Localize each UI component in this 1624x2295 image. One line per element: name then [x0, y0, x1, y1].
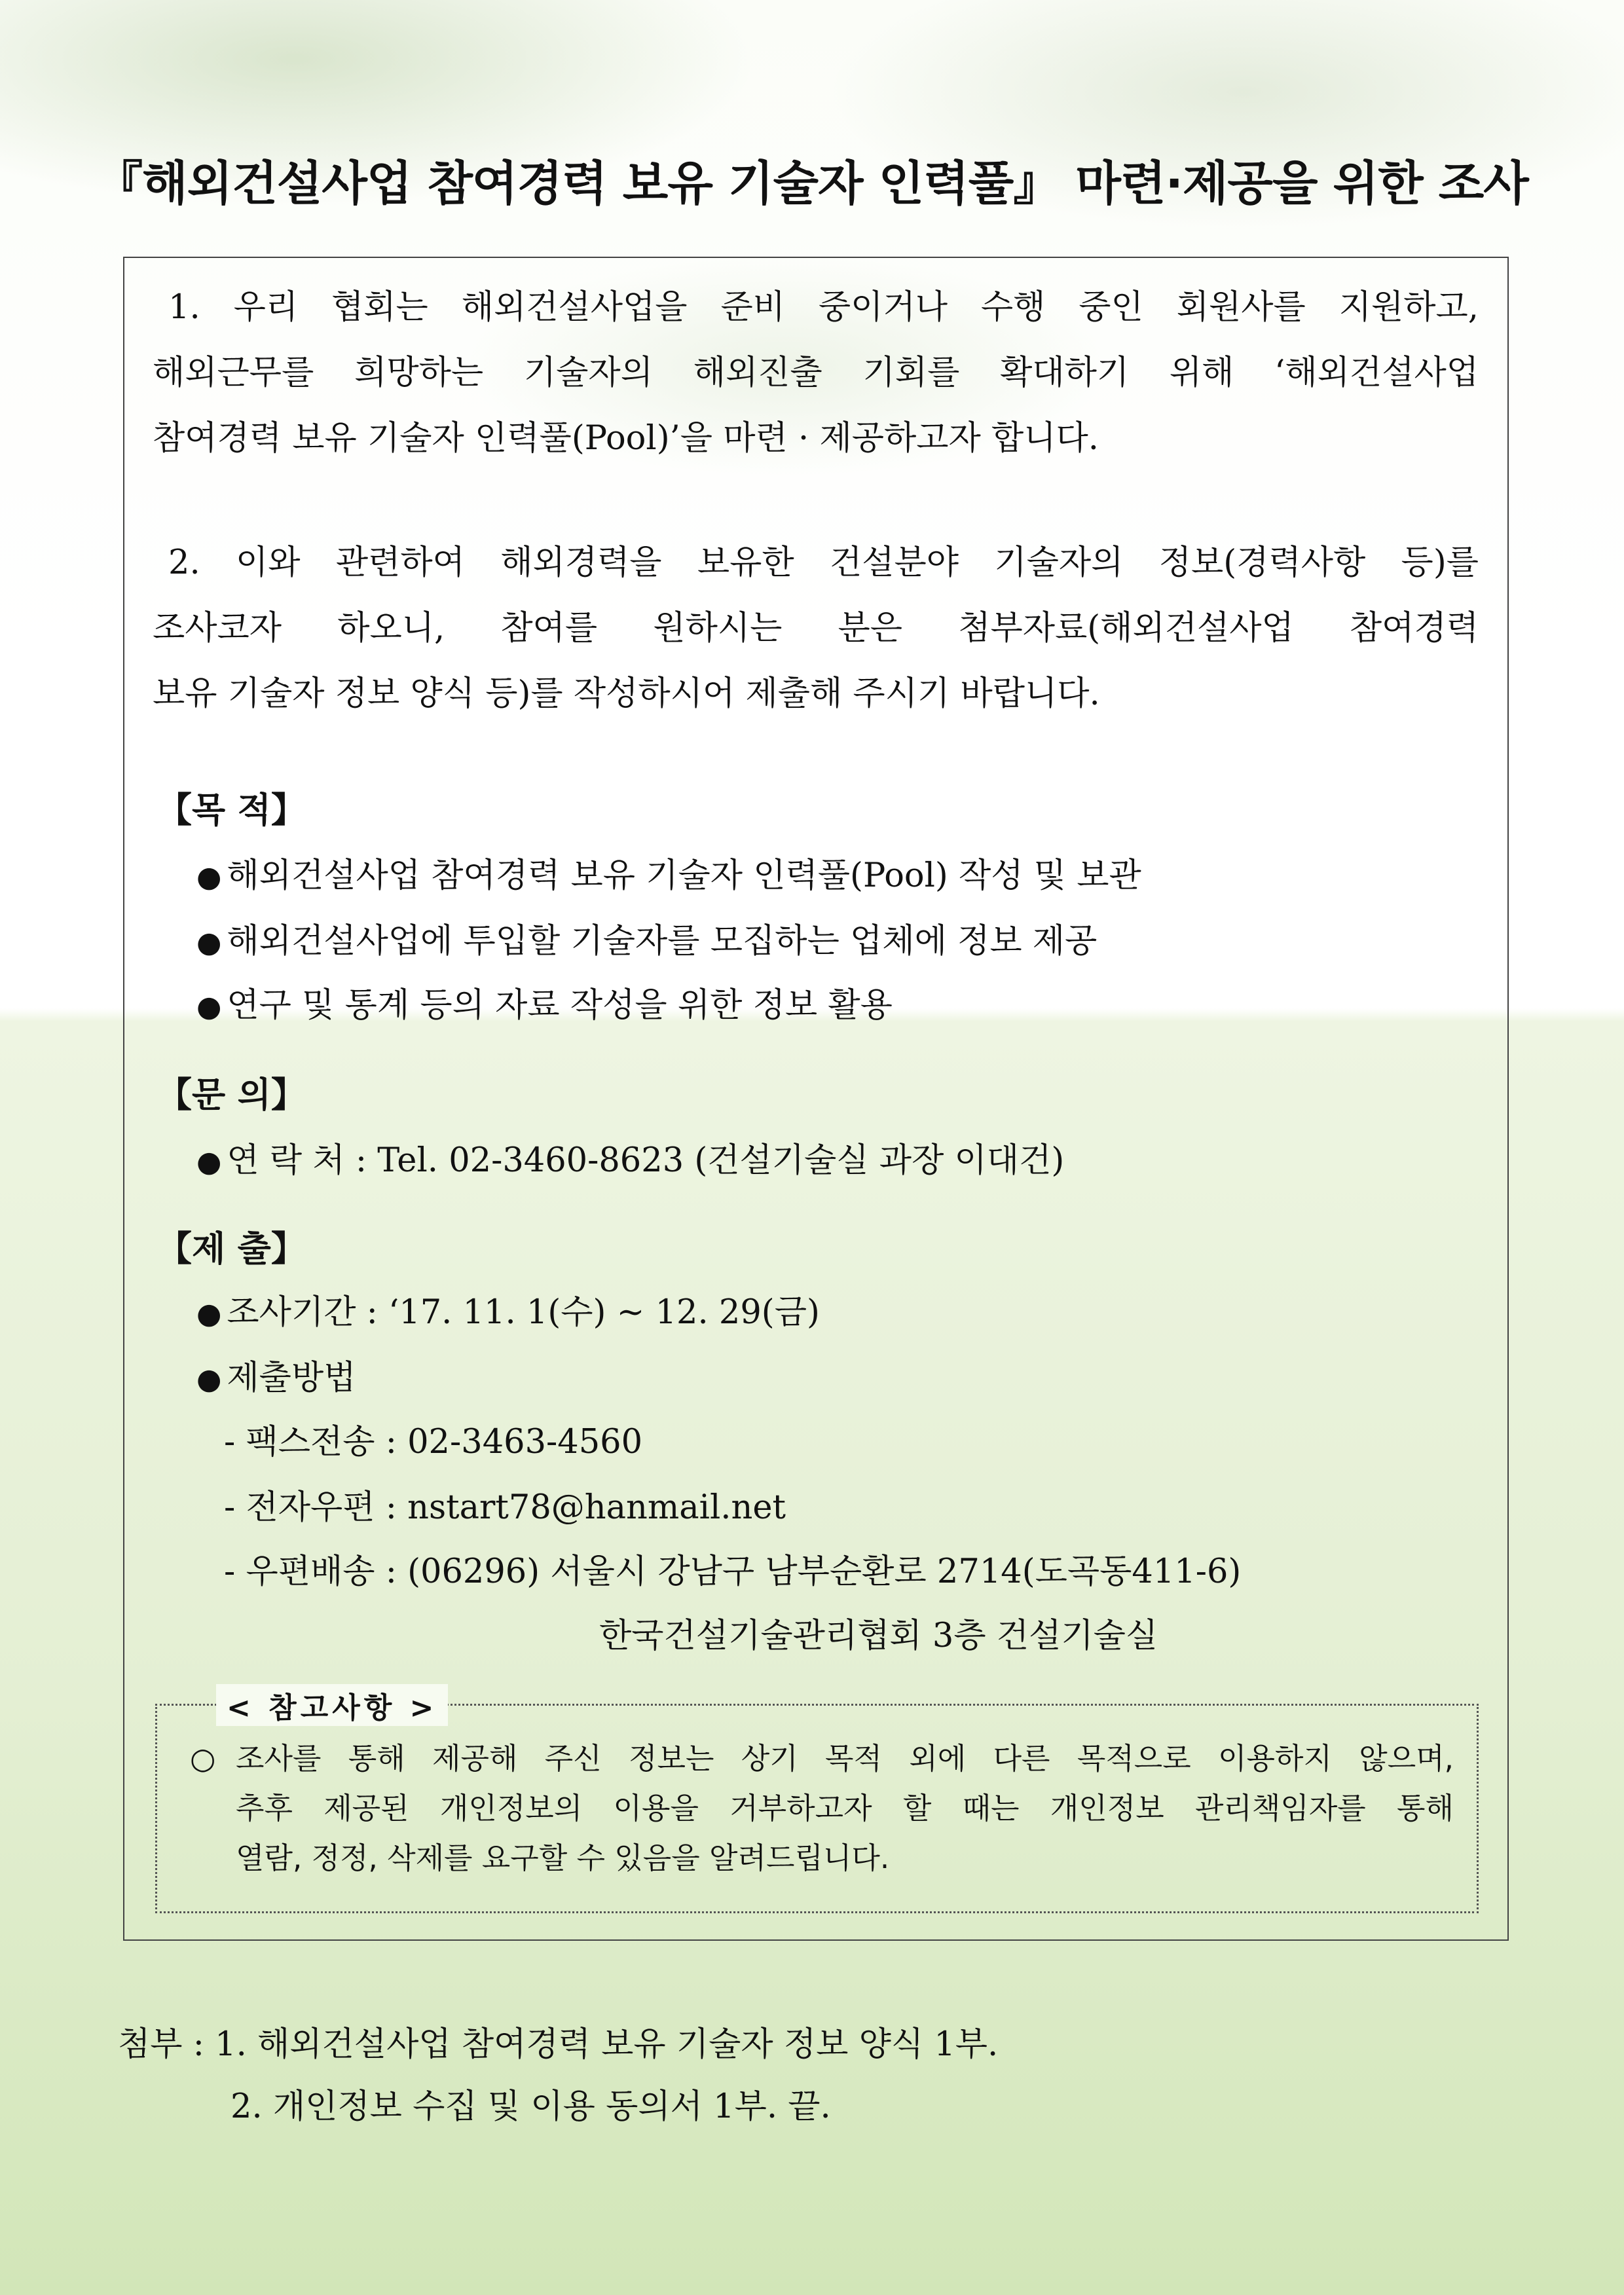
attachment-2: 2. 개인정보 수집 및 이용 동의서 1부. 끝.: [231, 2087, 831, 2126]
paragraph-2-line: 보유 기술자 정보 양식 등)를 작성하시어 제출해 주시기 바랍니다.: [153, 674, 1100, 713]
submission-method-email: - 전자우편 : nstart78@hanmail.net: [224, 1488, 786, 1527]
paragraph-1-line: 1. 우리 협회는 해외건설사업을 준비 중이거나 수행 중인 회원사를 지원하고,: [168, 288, 1479, 327]
submission-method-post: - 우편배송 : (06296) 서울시 강남구 남부순환로 2714(도곡동411-6): [224, 1552, 1242, 1591]
paragraph-1: [153, 275, 1479, 471]
bullet-icon: ●: [196, 1145, 222, 1179]
bullet-icon: ●: [196, 1363, 222, 1396]
bullet-icon: ●: [196, 990, 222, 1023]
submission-method-fax: - 팩스전송 : 02-3463-4560: [224, 1423, 643, 1461]
submission-method-label: ● 제출방법: [196, 1359, 356, 1397]
reference-text: [190, 1734, 1454, 1883]
reference-line: 열람, 정정, 삭제를 요구할 수 있음을 알려드립니다.: [236, 1841, 890, 1875]
purpose-item: ● 연구 및 통계 등의 자료 작성을 위한 정보 활용: [196, 986, 893, 1025]
paragraph-2-line: 조사코자 하오니, 참여를 원하시는 분은 첨부자료(해외건설사업 참여경력: [153, 609, 1479, 648]
inquiry-item: ● 연 락 처 : Tel. 02-3460-8623 (건설기술실 과장 이대건): [196, 1141, 1065, 1180]
inquiry-heading: 【문 의】: [157, 1074, 306, 1115]
submission-period: ● 조사기간 : ‘17. 11. 1(수) ~ 12. 29(금): [196, 1293, 820, 1332]
bullet-icon: ●: [196, 926, 222, 959]
bullet-icon: ●: [196, 860, 222, 894]
paragraph-2-line: 2. 이와 관련하여 해외경력을 보유한 건설분야 기술자의 정보(경력사항 등)를: [168, 543, 1479, 582]
reference-title: < 참고사항 >: [216, 1684, 448, 1726]
reference-line: 조사를 통해 제공해 주신 정보는 상기 목적 외에 다른 목적으로 이용하지 않으며,: [236, 1741, 1454, 1776]
page-title: 『해외건설사업 참여경력 보유 기술자 인력풀』 마련·제공을 위한 조사: [96, 156, 1528, 211]
paragraph-1-line: 참여경력 보유 기술자 인력풀(Pool)’을 마련 · 제공하고자 합니다.: [153, 419, 1099, 458]
purpose-item: ● 해외건설사업 참여경력 보유 기술자 인력풀(Pool) 작성 및 보관: [196, 856, 1141, 895]
purpose-heading: 【목 적】: [157, 790, 306, 830]
reference-line: 추후 제공된 개인정보의 이용을 거부하고자 할 때는 개인정보 관리책임자를 통해: [236, 1791, 1454, 1826]
bullet-icon: ●: [196, 1297, 222, 1331]
submission-address-line2: 한국건설기술관리협회 3층 건설기술실: [599, 1617, 1158, 1655]
attachment-1: 첨부 : 1. 해외건설사업 참여경력 보유 기술자 정보 양식 1부.: [118, 2025, 999, 2064]
paragraph-2: [153, 530, 1479, 727]
circle-bullet-icon: ○: [190, 1741, 216, 1776]
purpose-item: ● 해외건설사업에 투입할 기술자를 모집하는 업체에 정보 제공: [196, 922, 1098, 961]
submission-heading: 【제 출】: [157, 1228, 306, 1269]
paragraph-1-line: 해외근무를 희망하는 기술자의 해외진출 기회를 확대하기 위해 ‘해외건설사업: [153, 354, 1479, 392]
